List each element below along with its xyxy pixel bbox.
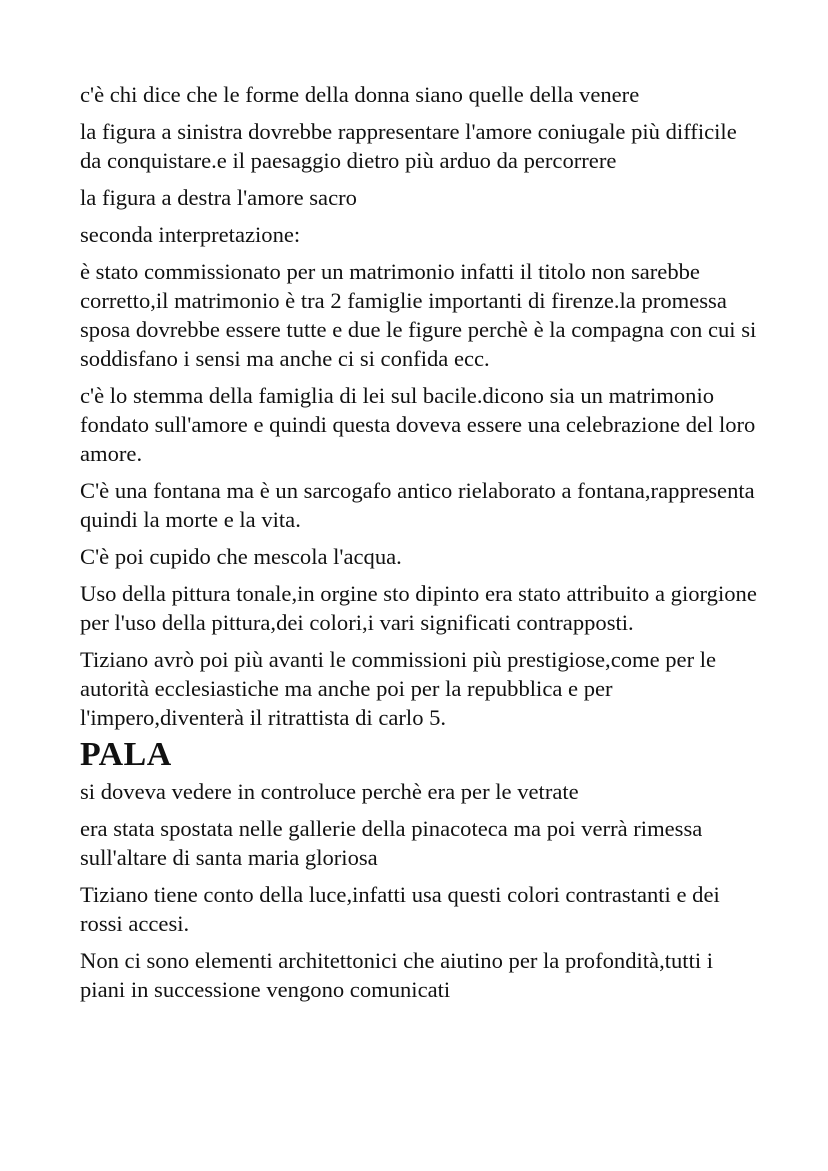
paragraph-fontana: C'è una fontana ma è un sarcogafo antico rielaborato a fontana,rappresenta quindi la morte e la vita.: [80, 478, 755, 532]
section-heading: PALA: [80, 736, 172, 773]
paragraph-matrimonio: è stato commissionato per un matrimonio infatti il titolo non sarebbe corretto,il matrimonio è tra 2 famiglie importanti di firenze.la promessa sposa dovrebbe essere tutte e due le figure perchè è la compagna con cui si soddisfano i sensi ma anche ci si confida ecc.: [80, 259, 757, 371]
paragraph-controluce: si doveva vedere in controluce perchè era per le vetrate: [80, 779, 579, 804]
paragraph-pittura-tonale: Uso della pittura tonale,in orgine sto dipinto era stato attribuito a giorgione per l'uso della pittura,dei colori,i vari significati contrapposti.: [80, 581, 757, 635]
paragraph-venere: c'è chi dice che le forme della donna siano quelle della venere: [80, 82, 640, 107]
paragraph-stemma: c'è lo stemma della famiglia di lei sul bacile.dicono sia un matrimonio fondato sull'amore e quindi questa doveva essere una celebrazione del loro amore.: [80, 383, 756, 466]
paragraph-profondita: Non ci sono elementi architettonici che aiutino per la profondità,tutti i piani in successione vengono comunicati: [80, 948, 714, 1002]
paragraph-seconda-interpretazione: seconda interpretazione:: [80, 222, 301, 247]
document-page: [80, 80, 760, 1012]
paragraph-figura-destra: la figura a destra l'amore sacro: [80, 185, 357, 210]
paragraph-commissioni: Tiziano avrò poi più avanti le commissioni più prestigiose,come per le autorità ecclesiastiche ma anche poi per la repubblica e per l'impero,diventerà il ritrattista di carlo 5.: [80, 647, 717, 730]
paragraph-figura-sinistra: la figura a sinistra dovrebbe rappresentare l'amore coniugale più difficile da conquistare.e il paesaggio dietro più arduo da percorrere: [80, 119, 737, 173]
paragraph-pinacoteca: era stata spostata nelle gallerie della pinacoteca ma poi verrà rimessa sull'altare di santa maria gloriosa: [80, 816, 703, 870]
paragraph-cupido: C'è poi cupido che mescola l'acqua.: [80, 544, 402, 569]
paragraph-luce: Tiziano tiene conto della luce,infatti usa questi colori contrastanti e dei rossi accesi.: [80, 882, 720, 936]
